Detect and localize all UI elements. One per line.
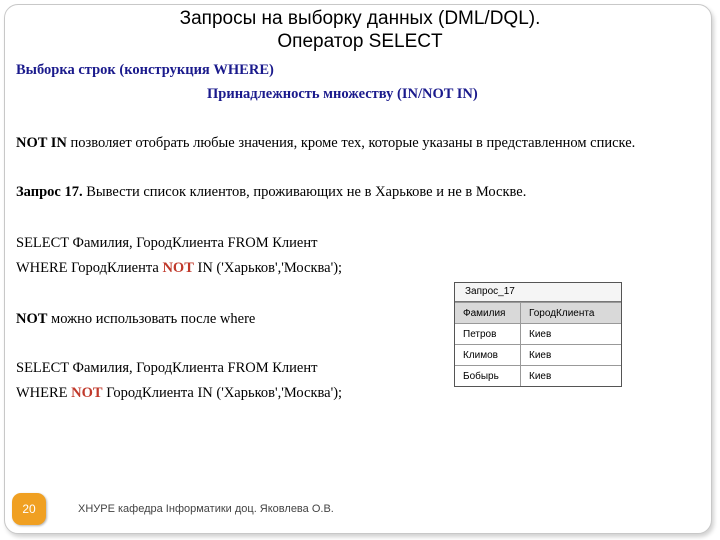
not-in-description-text: позволяет отобрать любые значения, кроме тех, которые указаны в представленном списке. [66,135,636,151]
sql1-line2-start: WHERE ГородКлиента [16,260,163,276]
result-header-row [455,303,621,324]
not-in-keyword: NOT IN [16,135,67,151]
table-cell: Киев [521,345,622,366]
sql2-line2 [16,384,342,402]
sql2-line1: SELECT Фамилия, ГородКлиента FROM Клиент [16,360,318,376]
table-cell: Киев [521,324,622,345]
result-title: Запрос_17 [455,283,621,302]
table-row [455,324,621,345]
table-row [455,345,621,366]
sql1-not-keyword: NOT [162,260,194,276]
query-result-table [454,282,622,387]
sql1-line2-end: IN ('Харьков','Москва'); [193,260,343,276]
page-number-badge: 20 [12,493,46,525]
section-subheading: Принадлежность множеству (IN/NOT IN) [207,86,478,102]
sql1-line1: SELECT Фамилия, ГородКлиента FROM Клиент [16,235,318,251]
not-usage-note [16,310,255,328]
note-keyword: NOT [16,311,48,327]
column-header: Фамилия [455,303,521,324]
query-text: Вывести список клиентов, проживающих не в Харькове и не в Москве. [82,184,527,200]
section-heading: Выборка строк (конструкция WHERE) [16,62,274,78]
query-statement [16,183,526,201]
sql2-line2-end: ГородКлиента IN ('Харьков','Москва'); [102,385,343,401]
note-text: можно использовать после where [47,311,256,327]
footer-text: ХНУРЕ кафедра Інформатики доц. Яковлева О.В. [78,503,334,515]
table-cell: Климов [455,345,521,366]
sql2-not-keyword: NOT [71,385,103,401]
sql2-line2-start: WHERE [16,385,72,401]
slide-title-line2: Оператор SELECT [277,31,443,52]
table-cell: Бобырь [455,366,521,387]
slide-title-line1: Запросы на выборку данных (DML/DQL). [179,8,541,29]
table-cell: Петров [455,324,521,345]
table-cell: Киев [521,366,622,387]
column-header: ГородКлиента [521,303,622,324]
query-label: Запрос 17. [16,184,83,200]
table-row [455,366,621,387]
sql1-line2 [16,259,342,277]
not-in-description [16,134,635,152]
